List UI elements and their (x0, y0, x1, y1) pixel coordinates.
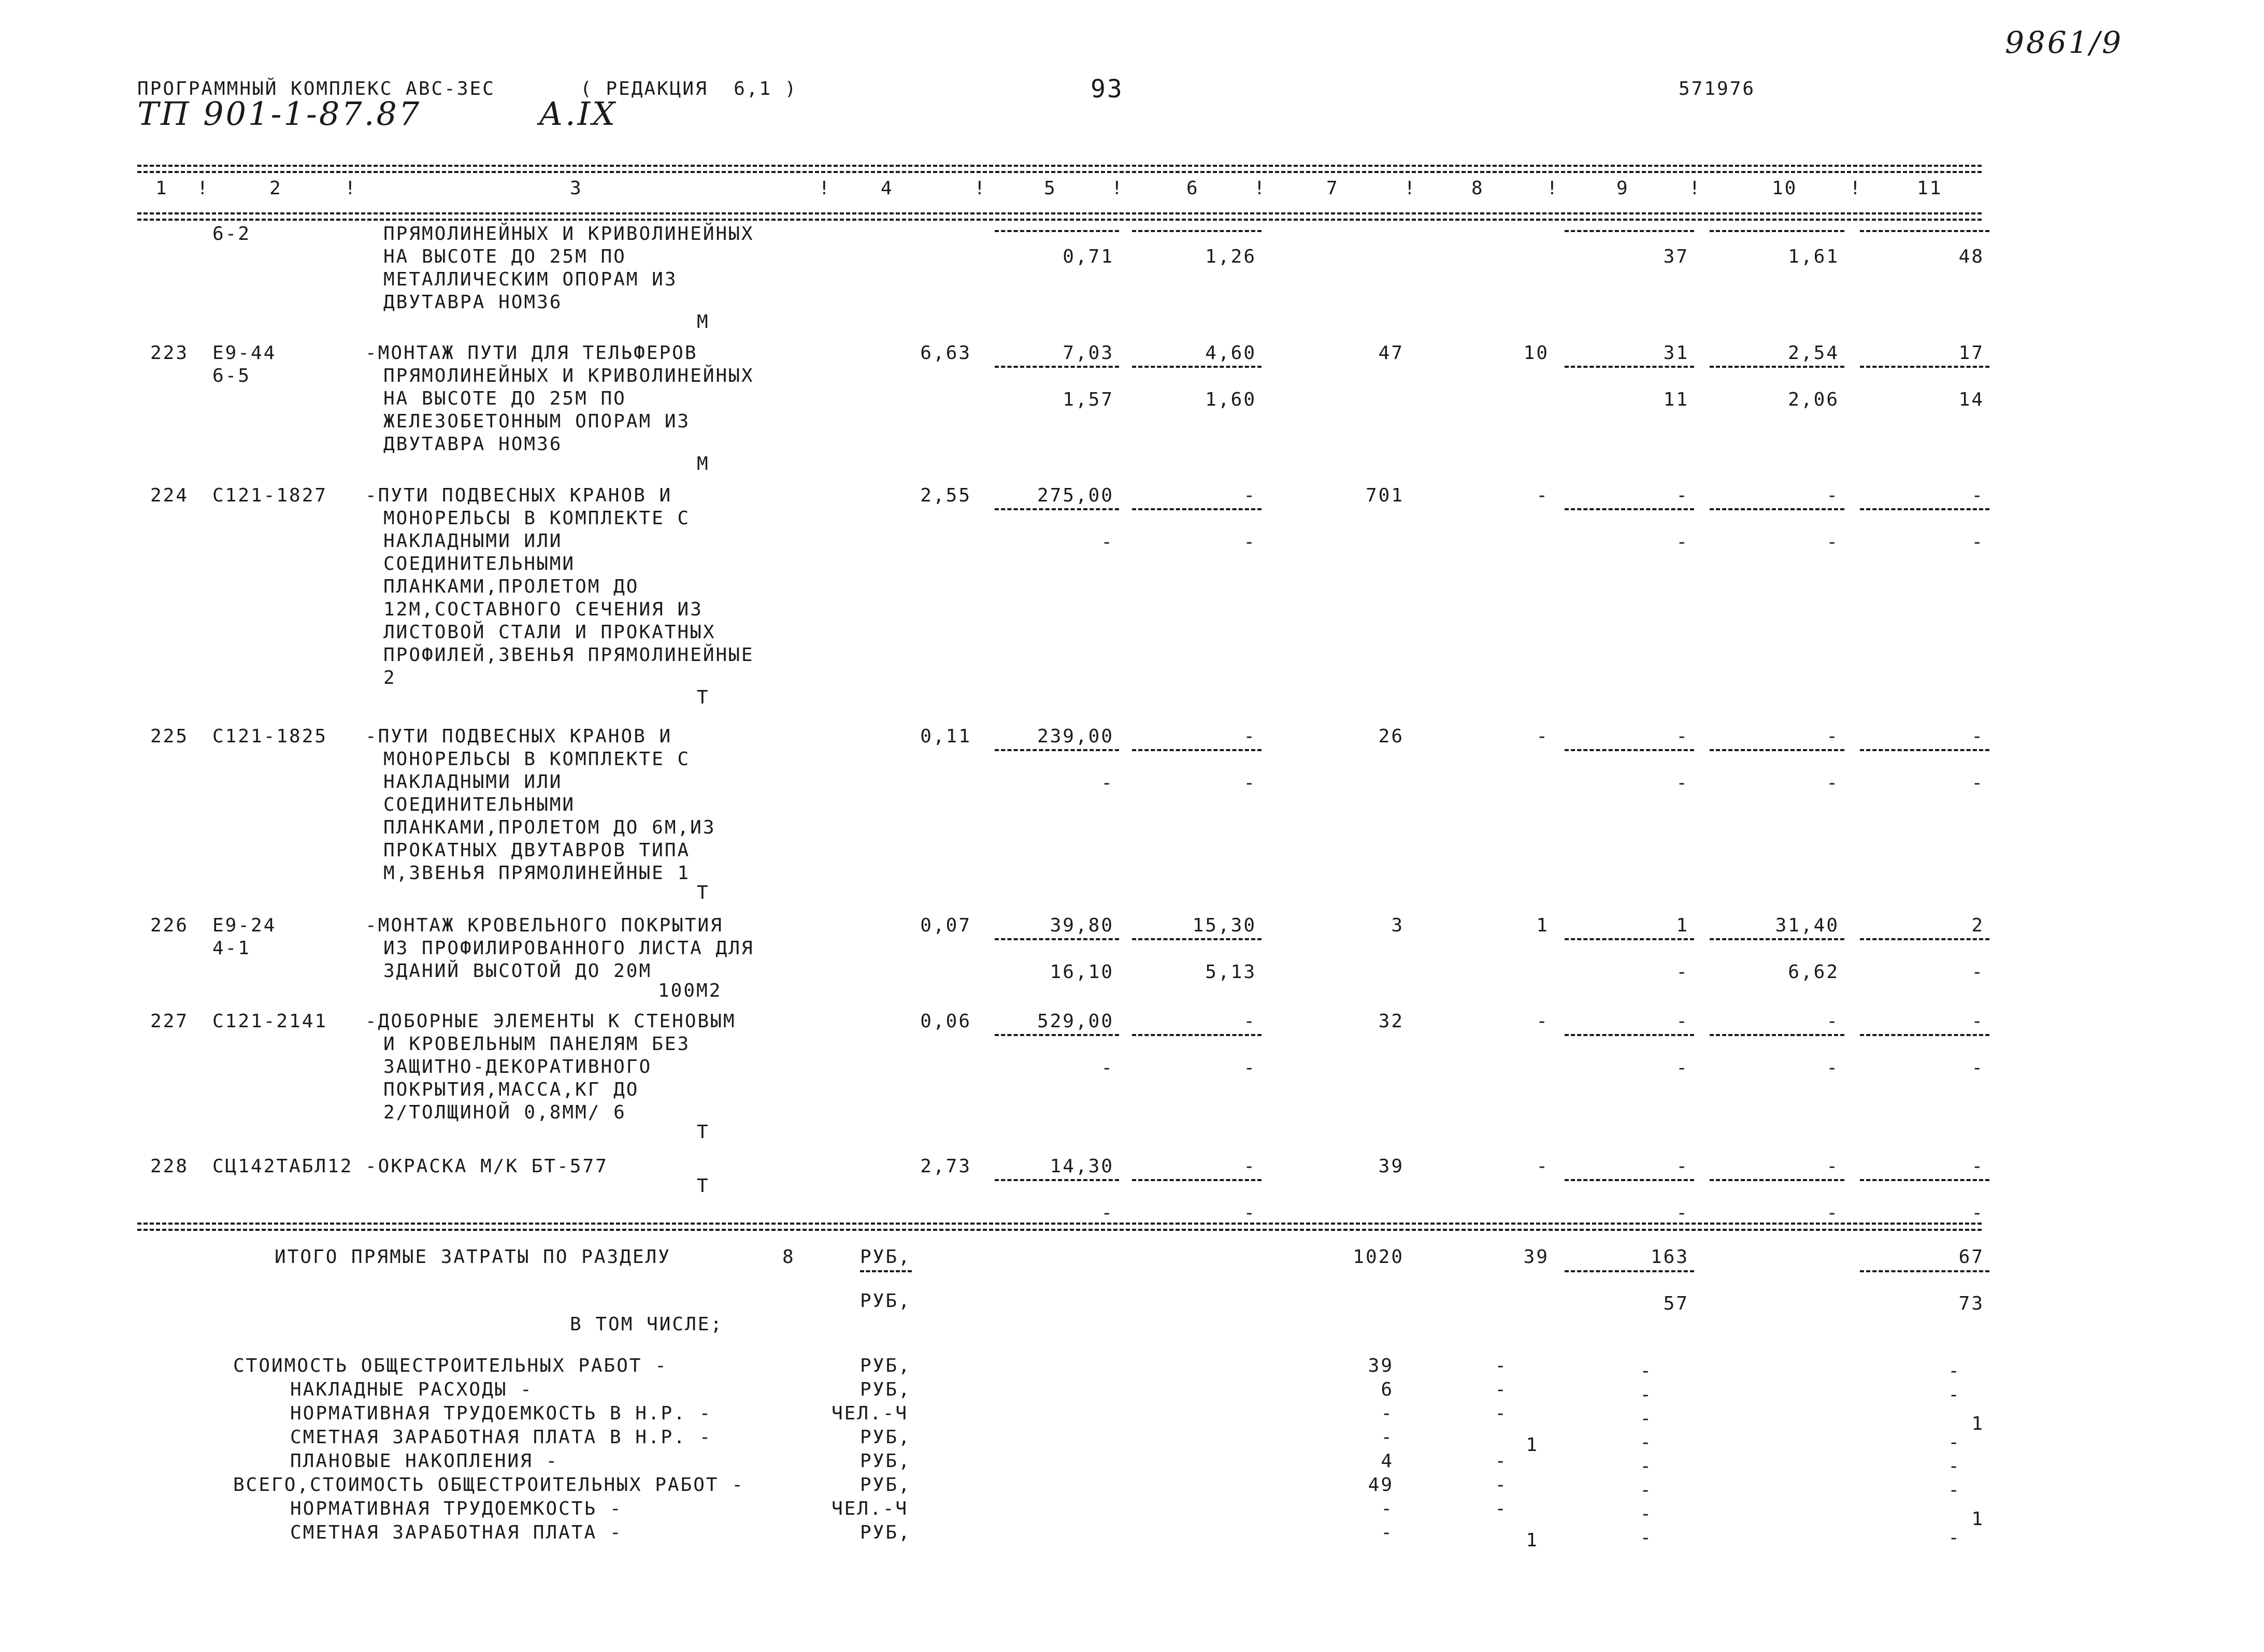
fraction-line (1565, 938, 1694, 940)
cell-labor-unit-b: - (1826, 1202, 1839, 1224)
column-separator: ! (1850, 178, 1862, 199)
fraction-line (995, 366, 1119, 368)
column-separator: ! (1111, 178, 1124, 199)
column-header-10: 10 (1772, 178, 1798, 199)
cell-unit-cost-wages: 16,10 (1050, 961, 1114, 983)
fraction-line (1132, 938, 1262, 940)
column-separator: ! (1254, 178, 1267, 199)
cell-labor-total: - (1971, 726, 1984, 747)
summary-label: СМЕТНАЯ ЗАРАБОТНАЯ ПЛАТА В Н.Р. - (290, 1427, 712, 1448)
summary-unit: РУБ, (860, 1355, 911, 1376)
cell-machine-total: - (1676, 726, 1689, 747)
summary-unit: РУБ, (860, 1522, 911, 1543)
summary-cost: - (1381, 1522, 1394, 1543)
cell-unit-cost-wages: - (1101, 1057, 1114, 1079)
cell-wages: 1 (1536, 915, 1549, 936)
including-label: В ТОМ ЧИСЛЕ; (570, 1314, 724, 1335)
fraction-line (1132, 1179, 1262, 1181)
summary-cost: 6 (1381, 1379, 1394, 1400)
row-code: С121-2141 (212, 1011, 328, 1032)
cell-labor-unit: - (1826, 1156, 1839, 1177)
row-unit: М (697, 311, 710, 333)
row-description-line: ДВУТАВРА НОМ36 (383, 434, 563, 455)
row-unit: Т (697, 1175, 710, 1197)
handwritten-project-code: ТП 901-1-87.87 (137, 95, 422, 133)
cell-unit-cost: 529,00 (1037, 1011, 1114, 1032)
totals-wages: 39 (1523, 1246, 1549, 1268)
row-description-line: И КРОВЕЛЬНЫМ ПАНЕЛЯМ БЕЗ (383, 1033, 691, 1055)
summary-label: НОРМАТИВНАЯ ТРУДОЕМКОСТЬ - (290, 1498, 623, 1519)
row-number: 228 (150, 1156, 189, 1177)
fraction-line (995, 749, 1119, 751)
cell-total-cost: 3 (1391, 915, 1404, 936)
cell-machine-total: - (1676, 485, 1689, 506)
cell-quantity: 0,06 (920, 1011, 971, 1032)
fraction-line (1710, 1179, 1844, 1181)
column-header-9: 9 (1616, 178, 1629, 199)
row-description-line: ИЗ ПРОФИЛИРОВАННОГО ЛИСТА ДЛЯ (383, 938, 754, 959)
cell-labor-unit: 2,54 (1788, 342, 1839, 364)
summary-machine: - (1640, 1408, 1653, 1429)
fraction-line (1132, 366, 1262, 368)
row-description-line: ПРОФИЛЕЙ,ЗВЕНЬЯ ПРЯМОЛИНЕЙНЫЕ (383, 644, 754, 666)
summary-label: ВСЕГО,СТОИМОСТЬ ОБЩЕСТРОИТЕЛЬНЫХ РАБОТ - (233, 1474, 744, 1496)
row-description-line: ЗАЩИТНО-ДЕКОРАТИВНОГО (383, 1056, 652, 1078)
row-code-sub: 6-5 (212, 365, 251, 386)
cell-machine-total-b: - (1676, 1057, 1689, 1079)
row-description-line: ПЛАНКАМИ,ПРОЛЕТОМ ДО 6М,ИЗ (383, 817, 716, 838)
totals-label: ИТОГО ПРЯМЫЕ ЗАТРАТЫ ПО РАЗДЕЛУ (275, 1246, 671, 1268)
cell-labor-total-b: - (1971, 772, 1984, 794)
row-description-line: НА ВЫСОТЕ ДО 25М ПО (383, 246, 626, 267)
summary-unit: РУБ, (860, 1379, 911, 1400)
cell-labor-unit: 31,40 (1775, 915, 1839, 936)
row-code: Е9-24 (212, 915, 277, 936)
totals-machine-b: 57 (1663, 1293, 1689, 1314)
summary-cost: - (1381, 1403, 1394, 1424)
totals-unit-2: РУБ, (860, 1290, 911, 1312)
summary-cost: 39 (1368, 1355, 1394, 1376)
row-code-sub: 4-1 (212, 938, 251, 959)
cell-quantity: 2,55 (920, 485, 971, 506)
fraction-line (995, 508, 1119, 510)
row-description-line: 2 (383, 667, 396, 688)
row-description-line: СОЕДИНИТЕЛЬНЫМИ (383, 553, 576, 574)
fraction-line (1565, 749, 1694, 751)
summary-label: СТОИМОСТЬ ОБЩЕСТРОИТЕЛЬНЫХ РАБОТ - (233, 1355, 668, 1376)
cell-labor-unit-b: - (1826, 531, 1839, 553)
summary-labor: - (1948, 1456, 1961, 1477)
unit-fraction-line (860, 1270, 912, 1272)
cell-labor-total: - (1971, 1011, 1984, 1032)
cell-total-cost: 47 (1378, 342, 1404, 364)
fraction-line (1565, 230, 1694, 232)
cell-machine-wages: - (1243, 1202, 1256, 1224)
row-description-line: ЖЕЛЕЗОБЕТОННЫМ ОПОРАМ ИЗ (383, 411, 691, 432)
cell-machine-total-b: - (1676, 1202, 1689, 1224)
cell-total-cost: 39 (1378, 1156, 1404, 1177)
cell-labor-unit-b: - (1826, 772, 1839, 794)
cell-unit-cost: 39,80 (1050, 915, 1114, 936)
column-header-1: 1 (155, 178, 168, 199)
cell-unit-cost: 7,03 (1063, 342, 1114, 364)
cell-machine-total: 1 (1676, 915, 1689, 936)
summary-machine: - (1640, 1503, 1653, 1525)
fraction-line (1710, 938, 1844, 940)
handwritten-album: А.IX (539, 95, 618, 133)
row-description-line: ПРОКАТНЫХ ДВУТАВРОВ ТИПА (383, 840, 691, 861)
cell-machine-cost: - (1243, 485, 1256, 506)
summary-label: НОРМАТИВНАЯ ТРУДОЕМКОСТЬ В Н.Р. - (290, 1403, 712, 1424)
cell-labor-unit: - (1826, 1011, 1839, 1032)
cell-machine-cost: - (1243, 1011, 1256, 1032)
cell-labor-total-b: - (1971, 961, 1984, 983)
fraction-line (1565, 366, 1694, 368)
cell-labor-unit-b: 1,61 (1788, 246, 1839, 267)
summary-machine: - (1640, 1527, 1653, 1548)
row-description-line: НАКЛАДНЫМИ ИЛИ (383, 771, 563, 793)
row-unit: 100М2 (658, 980, 722, 1001)
page-number: 93 (1091, 75, 1124, 104)
totals-unit: РУБ, (860, 1246, 911, 1268)
summary-label: СМЕТНАЯ ЗАРАБОТНАЯ ПЛАТА - (290, 1522, 623, 1543)
row-description-line: ПРЯМОЛИНЕЙНЫХ И КРИВОЛИНЕЙНЫХ (383, 365, 754, 386)
row-unit: Т (697, 1122, 710, 1143)
program-title: ПРОГРАММНЫЙ КОМПЛЕКС АВС-ЗЕС (137, 78, 495, 99)
cell-labor-total: 2 (1971, 915, 1984, 936)
row-description-line: МОНОРЕЛЬСЫ В КОМПЛЕКТЕ С (383, 749, 691, 770)
summary-machine: - (1640, 1456, 1653, 1477)
cell-labor-unit-b: 2,06 (1788, 389, 1839, 410)
cell-machine-wages: 1,60 (1205, 389, 1256, 410)
summary-machine: - (1640, 1384, 1653, 1405)
totals-section-number: 8 (782, 1246, 795, 1268)
summary-labor: - (1948, 1384, 1961, 1405)
cell-wages: 10 (1523, 342, 1549, 364)
column-separator: ! (819, 178, 832, 199)
cell-machine-total: 31 (1663, 342, 1689, 364)
totals-cost: 1020 (1353, 1246, 1404, 1268)
cell-labor-total-b: 14 (1958, 389, 1984, 410)
cell-machine-total-b: 37 (1663, 246, 1689, 267)
fraction-line (1710, 749, 1844, 751)
column-separator: ! (1689, 178, 1702, 199)
cell-quantity: 6,63 (920, 342, 971, 364)
summary-labor: 1 (1971, 1413, 1984, 1434)
cell-labor-unit-b: - (1826, 1057, 1839, 1079)
summary-cost: - (1381, 1498, 1394, 1519)
summary-labor: - (1948, 1432, 1961, 1453)
fraction-line (1132, 230, 1262, 232)
cell-machine-cost: - (1243, 1156, 1256, 1177)
column-header-7: 7 (1326, 178, 1339, 199)
fraction-line (1860, 749, 1989, 751)
summary-label: НАКЛАДНЫЕ РАСХОДЫ - (290, 1379, 533, 1400)
summary-machine: - (1640, 1432, 1653, 1453)
cell-machine-wages: - (1243, 772, 1256, 794)
summary-wages: - (1495, 1450, 1508, 1472)
row-description-line: 2/ТОЛЩИНОЙ 0,8ММ/ 6 (383, 1102, 626, 1123)
column-header-3: 3 (570, 178, 583, 199)
fraction-line (1710, 366, 1844, 368)
header-bottom-rule (137, 212, 1982, 214)
fraction-line (1860, 508, 1989, 510)
row-number: 226 (150, 915, 189, 936)
cell-labor-total-b: - (1971, 531, 1984, 553)
row-description-line: ПОКРЫТИЯ,МАССА,КГ ДО (383, 1079, 639, 1100)
totals-labor: 67 (1958, 1246, 1984, 1268)
fraction-line (1860, 1270, 1989, 1272)
cell-machine-wages: - (1243, 531, 1256, 553)
header-top-rule-2 (137, 171, 1982, 173)
cell-machine-total-b: 11 (1663, 389, 1689, 410)
row-code: С121-1827 (212, 485, 328, 506)
column-header-8: 8 (1471, 178, 1484, 199)
summary-wages: - (1495, 1355, 1508, 1376)
row-unit: Т (697, 687, 710, 708)
summary-labor: - (1948, 1479, 1961, 1501)
cell-machine-total: - (1676, 1156, 1689, 1177)
cell-machine-cost: 4,60 (1205, 342, 1256, 364)
cell-wages: - (1536, 726, 1549, 747)
cell-unit-cost-wages: - (1101, 531, 1114, 553)
column-separator: ! (974, 178, 987, 199)
summary-wages: - (1495, 1474, 1508, 1496)
fraction-line (995, 938, 1119, 940)
row-description-line: ЛИСТОВОЙ СТАЛИ И ПРОКАТНЫХ (383, 622, 716, 643)
row-code: 6-2 (212, 223, 251, 245)
fraction-line (1710, 230, 1844, 232)
totals-machine: 163 (1650, 1246, 1689, 1268)
fraction-line (1860, 938, 1989, 940)
cell-total-cost: 32 (1378, 1011, 1404, 1032)
totals-top-rule (137, 1229, 1982, 1231)
row-number: 224 (150, 485, 189, 506)
row-code: Е9-44 (212, 342, 277, 364)
cell-labor-unit: - (1826, 485, 1839, 506)
summary-cost: 4 (1381, 1450, 1394, 1472)
row-description-line: НАКЛАДНЫМИ ИЛИ (383, 530, 563, 552)
row-description-line: ДВУТАВРА НОМ36 (383, 292, 563, 313)
cell-quantity: 0,11 (920, 726, 971, 747)
summary-labor: - (1948, 1360, 1961, 1382)
fraction-line (1860, 1034, 1989, 1036)
fraction-line (1132, 508, 1262, 510)
cell-wages: - (1536, 1011, 1549, 1032)
row-code: С121-1825 (212, 726, 328, 747)
cell-quantity: 0,07 (920, 915, 971, 936)
row-description-line: -ОКРАСКА М/К БТ-577 (365, 1156, 608, 1177)
row-description-line: СОЕДИНИТЕЛЬНЫМИ (383, 794, 576, 815)
summary-wages: - (1495, 1403, 1508, 1424)
summary-label: ПЛАНОВЫЕ НАКОПЛЕНИЯ - (290, 1450, 559, 1472)
row-description-line: 12М,СОСТАВНОГО СЕЧЕНИЯ ИЗ (383, 599, 703, 620)
fraction-line (1565, 1270, 1694, 1272)
cell-labor-total: - (1971, 1156, 1984, 1177)
cell-labor-unit-b: 6,62 (1788, 961, 1839, 983)
fraction-line (1565, 1034, 1694, 1036)
cell-machine-total-b: - (1676, 961, 1689, 983)
fraction-line (1132, 1034, 1262, 1036)
row-description-line: -ПУТИ ПОДВЕСНЫХ КРАНОВ И (365, 485, 672, 506)
summary-wages: 1 (1526, 1530, 1539, 1551)
summary-machine: - (1640, 1360, 1653, 1382)
summary-unit: РУБ, (860, 1450, 911, 1472)
cell-machine-total-b: - (1676, 531, 1689, 553)
fraction-line (1565, 508, 1694, 510)
summary-unit: РУБ, (860, 1427, 911, 1448)
row-description-line: М,ЗВЕНЬЯ ПРЯМОЛИНЕЙНЫЕ 1 (383, 863, 691, 884)
handwritten-sheet-number: 9861/9 (2005, 25, 2124, 60)
column-separator: ! (345, 178, 357, 199)
cell-labor-total: 17 (1958, 342, 1984, 364)
cell-labor-total-b: - (1971, 1057, 1984, 1079)
cell-machine-total-b: - (1676, 772, 1689, 794)
cell-labor-unit: - (1826, 726, 1839, 747)
column-header-6: 6 (1186, 178, 1199, 199)
cell-unit-cost: 239,00 (1037, 726, 1114, 747)
cell-unit-cost-wages: 1,57 (1063, 389, 1114, 410)
fraction-line (1860, 366, 1989, 368)
row-description-line: -МОНТАЖ КРОВЕЛЬНОГО ПОКРЫТИЯ (365, 915, 723, 936)
fraction-line (995, 230, 1119, 232)
totals-top-rule (137, 1223, 1982, 1225)
cell-unit-cost-wages: - (1101, 1202, 1114, 1224)
cell-labor-total-b: - (1971, 1202, 1984, 1224)
row-description-line: -МОНТАЖ ПУТИ ДЛЯ ТЕЛЬФЕРОВ (365, 342, 698, 364)
cell-wages: - (1536, 1156, 1549, 1177)
row-description-line: -ПУТИ ПОДВЕСНЫХ КРАНОВ И (365, 726, 672, 747)
cell-wages: - (1536, 485, 1549, 506)
row-code: СЦ142ТАБЛ12 (212, 1156, 353, 1177)
column-separator: ! (1404, 178, 1417, 199)
summary-cost: 49 (1368, 1474, 1394, 1496)
header-top-rule (137, 165, 1982, 167)
row-number: 227 (150, 1011, 189, 1032)
fraction-line (1860, 230, 1989, 232)
summary-labor: 1 (1971, 1509, 1984, 1530)
column-header-4: 4 (881, 178, 894, 199)
row-description-line: НА ВЫСОТЕ ДО 25М ПО (383, 388, 626, 409)
fraction-line (1710, 508, 1844, 510)
summary-wages: 1 (1526, 1434, 1539, 1456)
row-description-line: ПЛАНКАМИ,ПРОЛЕТОМ ДО (383, 576, 639, 597)
fraction-line (1860, 1179, 1989, 1181)
cell-total-cost: 26 (1378, 726, 1404, 747)
row-number: 223 (150, 342, 189, 364)
summary-unit: РУБ, (860, 1474, 911, 1496)
summary-unit: ЧЕЛ.-Ч (832, 1403, 909, 1424)
column-header-2: 2 (269, 178, 282, 199)
cell-machine-wages: - (1243, 1057, 1256, 1079)
totals-labor-b: 73 (1958, 1293, 1984, 1314)
cell-unit-cost: 275,00 (1037, 485, 1114, 506)
fraction-line (1132, 749, 1262, 751)
summary-cost: - (1381, 1427, 1394, 1448)
cell-labor-total: - (1971, 485, 1984, 506)
fraction-line (1710, 1034, 1844, 1036)
cell-unit-cost-wages: 0,71 (1063, 246, 1114, 267)
row-unit: Т (697, 882, 710, 903)
row-description-line: МЕТАЛЛИЧЕСКИМ ОПОРАМ ИЗ (383, 269, 678, 290)
summary-unit: ЧЕЛ.-Ч (832, 1498, 909, 1519)
summary-labor: - (1948, 1527, 1961, 1548)
row-unit: М (697, 453, 710, 475)
row-description-line: ПРЯМОЛИНЕЙНЫХ И КРИВОЛИНЕЙНЫХ (383, 223, 754, 245)
fraction-line (995, 1179, 1119, 1181)
row-description-line: ЗДАНИЙ ВЫСОТОЙ ДО 20М (383, 960, 652, 982)
column-header-11: 11 (1917, 178, 1943, 199)
column-separator: ! (197, 178, 210, 199)
row-number: 225 (150, 726, 189, 747)
cell-machine-cost: 15,30 (1192, 915, 1256, 936)
summary-wages: - (1495, 1379, 1508, 1400)
cell-labor-total-b: 48 (1958, 246, 1984, 267)
edition-label: ( РЕДАКЦИЯ 6,1 ) (580, 78, 798, 99)
document-code: 571976 (1679, 78, 1756, 99)
cell-unit-cost: 14,30 (1050, 1156, 1114, 1177)
column-separator: ! (1546, 178, 1559, 199)
row-description-line: -ДОБОРНЫЕ ЭЛЕМЕНТЫ К СТЕНОВЫМ (365, 1011, 736, 1032)
fraction-line (1565, 1179, 1694, 1181)
cell-machine-cost: - (1243, 726, 1256, 747)
summary-wages: - (1495, 1498, 1508, 1519)
header-bottom-rule-2 (137, 219, 1982, 221)
summary-machine: - (1640, 1479, 1653, 1501)
column-header-5: 5 (1044, 178, 1057, 199)
row-description-line: МОНОРЕЛЬСЫ В КОМПЛЕКТЕ С (383, 508, 691, 529)
cell-machine-wages: 1,26 (1205, 246, 1256, 267)
cell-unit-cost-wages: - (1101, 772, 1114, 794)
cell-quantity: 2,73 (920, 1156, 971, 1177)
fraction-line (995, 1034, 1119, 1036)
cell-machine-wages: 5,13 (1205, 961, 1256, 983)
cell-total-cost: 701 (1365, 485, 1404, 506)
cell-machine-total: - (1676, 1011, 1689, 1032)
